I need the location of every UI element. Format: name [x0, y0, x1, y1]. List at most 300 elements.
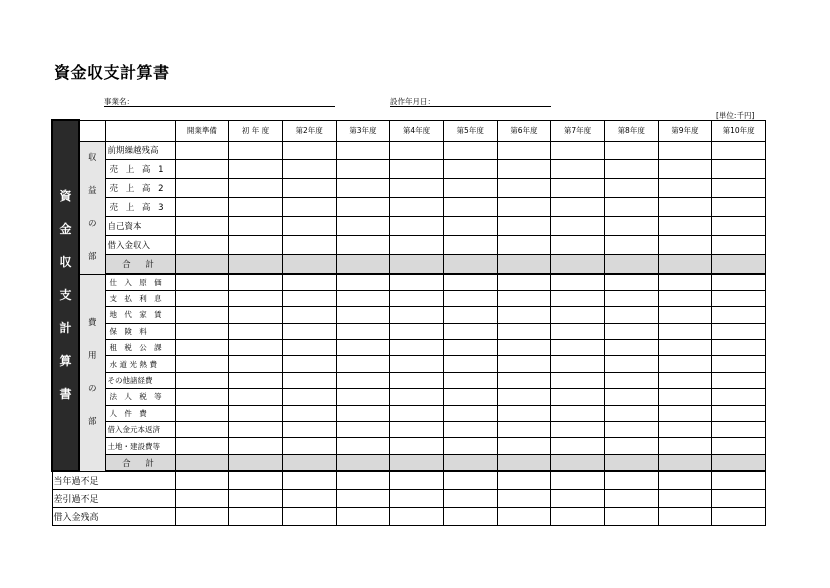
- business-name-field[interactable]: [104, 96, 335, 107]
- value-cell-footer1-10[interactable]: [712, 489, 766, 507]
- income-row: [52, 179, 766, 198]
- value-cell-expense0-0[interactable]: [175, 274, 229, 290]
- value-cell-footer2-6[interactable]: [497, 507, 551, 525]
- value-cell-income0-2[interactable]: [282, 141, 336, 160]
- value-cell-income2-3[interactable]: [336, 179, 390, 198]
- expense-row-label: 土地・建設費等: [105, 438, 175, 454]
- value-cell-expense2-7[interactable]: [551, 307, 605, 323]
- value-cell-income2-7[interactable]: [551, 179, 605, 198]
- value-cell-footer1-9[interactable]: [658, 489, 712, 507]
- value-cell-expense-total-4[interactable]: [390, 454, 444, 471]
- income-row-label: 借入金収入: [105, 236, 175, 255]
- value-cell-expense5-10[interactable]: [712, 356, 766, 372]
- value-cell-income2-2[interactable]: [282, 179, 336, 198]
- value-cell-expense5-0[interactable]: [175, 356, 229, 372]
- value-cell-expense2-9[interactable]: [658, 307, 712, 323]
- value-cell-income2-8[interactable]: [604, 179, 658, 198]
- value-cell-expense9-2[interactable]: [282, 422, 336, 438]
- value-cell-income5-3[interactable]: [336, 236, 390, 255]
- value-cell-expense2-8[interactable]: [604, 307, 658, 323]
- value-cell-expense6-10[interactable]: [712, 372, 766, 388]
- value-cell-footer1-1[interactable]: [229, 489, 283, 507]
- value-cell-expense8-0[interactable]: [175, 405, 229, 421]
- value-cell-expense4-2[interactable]: [282, 340, 336, 356]
- value-cell-expense4-5[interactable]: [443, 340, 497, 356]
- value-cell-expense8-10[interactable]: [712, 405, 766, 421]
- value-cell-expense1-6[interactable]: [497, 290, 551, 306]
- value-cell-expense9-9[interactable]: [658, 422, 712, 438]
- expense-row: [52, 274, 766, 290]
- value-cell-footer2-0[interactable]: [175, 507, 229, 525]
- expense-total-row: [52, 454, 766, 471]
- value-cell-income-total-7[interactable]: [551, 254, 605, 274]
- expense-row-label: 保 険 料: [105, 323, 175, 339]
- value-cell-expense6-9[interactable]: [658, 372, 712, 388]
- value-cell-income2-9[interactable]: [658, 179, 712, 198]
- value-cell-expense10-3[interactable]: [336, 438, 390, 454]
- value-cell-expense9-10[interactable]: [712, 422, 766, 438]
- value-cell-income4-4[interactable]: [390, 217, 444, 236]
- value-cell-expense0-6[interactable]: [497, 274, 551, 290]
- income-row: [52, 198, 766, 217]
- value-cell-income1-5[interactable]: [443, 160, 497, 179]
- value-cell-income3-7[interactable]: [551, 198, 605, 217]
- value-cell-income0-10[interactable]: [712, 141, 766, 160]
- value-cell-expense-total-8[interactable]: [604, 454, 658, 471]
- value-cell-income5-10[interactable]: [712, 236, 766, 255]
- value-cell-expense6-4[interactable]: [390, 372, 444, 388]
- value-cell-expense8-4[interactable]: [390, 405, 444, 421]
- value-cell-expense3-3[interactable]: [336, 323, 390, 339]
- expense-row: [52, 290, 766, 306]
- value-cell-expense9-0[interactable]: [175, 422, 229, 438]
- value-cell-income3-5[interactable]: [443, 198, 497, 217]
- value-cell-expense-total-5[interactable]: [443, 454, 497, 471]
- value-cell-expense-total-0[interactable]: [175, 454, 229, 471]
- expense-row-label: 法 人 税 等: [105, 389, 175, 405]
- value-cell-expense-total-2[interactable]: [282, 454, 336, 471]
- expense-row: [52, 389, 766, 405]
- created-date-field[interactable]: [390, 96, 551, 107]
- value-cell-expense6-6[interactable]: [497, 372, 551, 388]
- value-cell-expense1-3[interactable]: [336, 290, 390, 306]
- value-cell-expense4-10[interactable]: [712, 340, 766, 356]
- value-cell-income5-8[interactable]: [604, 236, 658, 255]
- value-cell-expense10-2[interactable]: [282, 438, 336, 454]
- value-cell-income1-0[interactable]: [175, 160, 229, 179]
- value-cell-footer2-9[interactable]: [658, 507, 712, 525]
- value-cell-footer1-0[interactable]: [175, 489, 229, 507]
- value-cell-income-total-10[interactable]: [712, 254, 766, 274]
- value-cell-income1-10[interactable]: [712, 160, 766, 179]
- value-cell-expense-total-7[interactable]: [551, 454, 605, 471]
- income-total-row: [52, 254, 766, 274]
- value-cell-expense0-5[interactable]: [443, 274, 497, 290]
- value-cell-footer0-6[interactable]: [497, 471, 551, 489]
- value-cell-expense7-8[interactable]: [604, 389, 658, 405]
- value-cell-expense9-3[interactable]: [336, 422, 390, 438]
- value-cell-income2-0[interactable]: [175, 179, 229, 198]
- value-cell-expense10-9[interactable]: [658, 438, 712, 454]
- value-cell-expense3-7[interactable]: [551, 323, 605, 339]
- value-cell-expense2-10[interactable]: [712, 307, 766, 323]
- income-total-label: 合 計: [105, 254, 175, 274]
- value-cell-income4-10[interactable]: [712, 217, 766, 236]
- value-cell-expense8-9[interactable]: [658, 405, 712, 421]
- income-row: [52, 141, 766, 160]
- header-blank-label: [105, 120, 175, 141]
- income-section-label: 収 益 の 部: [79, 141, 105, 274]
- column-header-0: 開業準備: [175, 120, 229, 141]
- column-header-4: 第4年度: [390, 120, 444, 141]
- value-cell-income5-5[interactable]: [443, 236, 497, 255]
- value-cell-expense4-8[interactable]: [604, 340, 658, 356]
- value-cell-expense1-9[interactable]: [658, 290, 712, 306]
- value-cell-footer0-9[interactable]: [658, 471, 712, 489]
- footer-row: [52, 471, 766, 489]
- expense-row-label: 支 払 利 息: [105, 290, 175, 306]
- value-cell-expense2-2[interactable]: [282, 307, 336, 323]
- value-cell-expense1-0[interactable]: [175, 290, 229, 306]
- value-cell-income2-5[interactable]: [443, 179, 497, 198]
- value-cell-expense0-9[interactable]: [658, 274, 712, 290]
- value-cell-expense7-10[interactable]: [712, 389, 766, 405]
- value-cell-expense3-0[interactable]: [175, 323, 229, 339]
- value-cell-footer0-3[interactable]: [336, 471, 390, 489]
- page-title: 資金収支計算書: [54, 63, 170, 82]
- value-cell-income1-9[interactable]: [658, 160, 712, 179]
- value-cell-income5-7[interactable]: [551, 236, 605, 255]
- value-cell-footer0-2[interactable]: [282, 471, 336, 489]
- value-cell-income2-4[interactable]: [390, 179, 444, 198]
- value-cell-footer1-8[interactable]: [604, 489, 658, 507]
- value-cell-expense7-2[interactable]: [282, 389, 336, 405]
- vertical-title: 資 金 収 支 計 算 書: [52, 120, 79, 471]
- value-cell-income1-7[interactable]: [551, 160, 605, 179]
- value-cell-income1-2[interactable]: [282, 160, 336, 179]
- value-cell-expense2-0[interactable]: [175, 307, 229, 323]
- expense-row: [52, 340, 766, 356]
- expense-row-label: 水道光熱費: [105, 356, 175, 372]
- value-cell-expense9-1[interactable]: [229, 422, 283, 438]
- value-cell-expense6-7[interactable]: [551, 372, 605, 388]
- value-cell-expense4-4[interactable]: [390, 340, 444, 356]
- value-cell-footer1-3[interactable]: [336, 489, 390, 507]
- value-cell-expense8-7[interactable]: [551, 405, 605, 421]
- value-cell-expense7-1[interactable]: [229, 389, 283, 405]
- value-cell-expense1-8[interactable]: [604, 290, 658, 306]
- business-name-label: 事業名：: [104, 97, 134, 106]
- value-cell-footer1-6[interactable]: [497, 489, 551, 507]
- value-cell-income3-9[interactable]: [658, 198, 712, 217]
- value-cell-expense1-4[interactable]: [390, 290, 444, 306]
- expense-section-label: 費 用 の 部: [79, 274, 105, 471]
- value-cell-income0-4[interactable]: [390, 141, 444, 160]
- expense-total-label: 合 計: [105, 454, 175, 471]
- value-cell-expense4-0[interactable]: [175, 340, 229, 356]
- value-cell-income1-3[interactable]: [336, 160, 390, 179]
- value-cell-expense3-6[interactable]: [497, 323, 551, 339]
- value-cell-expense7-7[interactable]: [551, 389, 605, 405]
- value-cell-footer0-5[interactable]: [443, 471, 497, 489]
- value-cell-income3-0[interactable]: [175, 198, 229, 217]
- value-cell-income3-6[interactable]: [497, 198, 551, 217]
- value-cell-expense6-5[interactable]: [443, 372, 497, 388]
- value-cell-income-total-0[interactable]: [175, 254, 229, 274]
- value-cell-footer2-8[interactable]: [604, 507, 658, 525]
- value-cell-expense5-6[interactable]: [497, 356, 551, 372]
- value-cell-expense0-4[interactable]: [390, 274, 444, 290]
- value-cell-expense0-10[interactable]: [712, 274, 766, 290]
- value-cell-expense3-4[interactable]: [390, 323, 444, 339]
- value-cell-income-total-5[interactable]: [443, 254, 497, 274]
- value-cell-expense5-5[interactable]: [443, 356, 497, 372]
- value-cell-expense-total-1[interactable]: [229, 454, 283, 471]
- value-cell-expense-total-9[interactable]: [658, 454, 712, 471]
- value-cell-income4-6[interactable]: [497, 217, 551, 236]
- value-cell-expense7-6[interactable]: [497, 389, 551, 405]
- value-cell-income-total-1[interactable]: [229, 254, 283, 274]
- value-cell-income1-6[interactable]: [497, 160, 551, 179]
- value-cell-expense9-5[interactable]: [443, 422, 497, 438]
- value-cell-expense6-2[interactable]: [282, 372, 336, 388]
- value-cell-income0-1[interactable]: [229, 141, 283, 160]
- expense-row: [52, 356, 766, 372]
- value-cell-expense8-5[interactable]: [443, 405, 497, 421]
- value-cell-expense0-8[interactable]: [604, 274, 658, 290]
- income-row: [52, 160, 766, 179]
- value-cell-expense10-8[interactable]: [604, 438, 658, 454]
- unit-label: [単位:千円]: [716, 111, 755, 120]
- value-cell-footer2-5[interactable]: [443, 507, 497, 525]
- value-cell-income-total-9[interactable]: [658, 254, 712, 274]
- value-cell-footer0-4[interactable]: [390, 471, 444, 489]
- value-cell-footer0-1[interactable]: [229, 471, 283, 489]
- value-cell-expense1-2[interactable]: [282, 290, 336, 306]
- value-cell-expense3-2[interactable]: [282, 323, 336, 339]
- value-cell-expense4-3[interactable]: [336, 340, 390, 356]
- value-cell-income1-4[interactable]: [390, 160, 444, 179]
- business-name-underline: [104, 106, 335, 107]
- value-cell-expense2-5[interactable]: [443, 307, 497, 323]
- value-cell-income3-4[interactable]: [390, 198, 444, 217]
- value-cell-income1-8[interactable]: [604, 160, 658, 179]
- column-header-3: 第3年度: [336, 120, 390, 141]
- value-cell-expense0-3[interactable]: [336, 274, 390, 290]
- value-cell-income5-0[interactable]: [175, 236, 229, 255]
- value-cell-expense7-9[interactable]: [658, 389, 712, 405]
- value-cell-expense4-9[interactable]: [658, 340, 712, 356]
- value-cell-expense2-4[interactable]: [390, 307, 444, 323]
- value-cell-income0-5[interactable]: [443, 141, 497, 160]
- value-cell-expense0-2[interactable]: [282, 274, 336, 290]
- value-cell-income-total-3[interactable]: [336, 254, 390, 274]
- value-cell-expense5-8[interactable]: [604, 356, 658, 372]
- value-cell-expense9-8[interactable]: [604, 422, 658, 438]
- value-cell-expense10-1[interactable]: [229, 438, 283, 454]
- header-row: [52, 120, 766, 141]
- value-cell-expense5-2[interactable]: [282, 356, 336, 372]
- value-cell-expense6-3[interactable]: [336, 372, 390, 388]
- value-cell-expense3-1[interactable]: [229, 323, 283, 339]
- value-cell-income0-3[interactable]: [336, 141, 390, 160]
- column-header-7: 第7年度: [551, 120, 605, 141]
- value-cell-income-total-4[interactable]: [390, 254, 444, 274]
- value-cell-income5-1[interactable]: [229, 236, 283, 255]
- expense-row: [52, 438, 766, 454]
- value-cell-income4-2[interactable]: [282, 217, 336, 236]
- income-row-label: 前期繰越残高: [105, 141, 175, 160]
- value-cell-expense0-1[interactable]: [229, 274, 283, 290]
- income-row-label: 売 上 高 3: [105, 198, 175, 217]
- column-header-6: 第6年度: [497, 120, 551, 141]
- value-cell-income0-0[interactable]: [175, 141, 229, 160]
- expense-row: [52, 372, 766, 388]
- value-cell-expense7-3[interactable]: [336, 389, 390, 405]
- expense-row: [52, 323, 766, 339]
- value-cell-expense4-6[interactable]: [497, 340, 551, 356]
- income-row-label: 売 上 高 2: [105, 179, 175, 198]
- column-header-2: 第2年度: [282, 120, 336, 141]
- value-cell-expense5-1[interactable]: [229, 356, 283, 372]
- value-cell-income1-1[interactable]: [229, 160, 283, 179]
- value-cell-expense6-8[interactable]: [604, 372, 658, 388]
- value-cell-footer1-7[interactable]: [551, 489, 605, 507]
- footer-row: [52, 489, 766, 507]
- value-cell-income0-8[interactable]: [604, 141, 658, 160]
- value-cell-footer2-4[interactable]: [390, 507, 444, 525]
- value-cell-expense6-1[interactable]: [229, 372, 283, 388]
- value-cell-expense2-6[interactable]: [497, 307, 551, 323]
- value-cell-income4-0[interactable]: [175, 217, 229, 236]
- value-cell-expense10-5[interactable]: [443, 438, 497, 454]
- value-cell-expense1-5[interactable]: [443, 290, 497, 306]
- value-cell-expense8-6[interactable]: [497, 405, 551, 421]
- value-cell-expense10-0[interactable]: [175, 438, 229, 454]
- value-cell-footer1-4[interactable]: [390, 489, 444, 507]
- value-cell-expense3-9[interactable]: [658, 323, 712, 339]
- value-cell-expense8-8[interactable]: [604, 405, 658, 421]
- value-cell-expense7-5[interactable]: [443, 389, 497, 405]
- value-cell-income5-9[interactable]: [658, 236, 712, 255]
- value-cell-footer2-3[interactable]: [336, 507, 390, 525]
- value-cell-income0-6[interactable]: [497, 141, 551, 160]
- value-cell-expense9-7[interactable]: [551, 422, 605, 438]
- value-cell-expense2-1[interactable]: [229, 307, 283, 323]
- value-cell-income0-9[interactable]: [658, 141, 712, 160]
- income-row-label: 売 上 高 1: [105, 160, 175, 179]
- value-cell-income4-3[interactable]: [336, 217, 390, 236]
- expense-row: [52, 422, 766, 438]
- value-cell-expense9-6[interactable]: [497, 422, 551, 438]
- value-cell-income3-8[interactable]: [604, 198, 658, 217]
- value-cell-footer2-7[interactable]: [551, 507, 605, 525]
- value-cell-expense2-3[interactable]: [336, 307, 390, 323]
- value-cell-expense3-5[interactable]: [443, 323, 497, 339]
- value-cell-expense4-7[interactable]: [551, 340, 605, 356]
- value-cell-income4-5[interactable]: [443, 217, 497, 236]
- value-cell-expense8-1[interactable]: [229, 405, 283, 421]
- value-cell-income3-3[interactable]: [336, 198, 390, 217]
- value-cell-expense-total-3[interactable]: [336, 454, 390, 471]
- expense-row-label: その他諸経費: [105, 372, 175, 388]
- value-cell-expense4-1[interactable]: [229, 340, 283, 356]
- value-cell-income5-6[interactable]: [497, 236, 551, 255]
- value-cell-income4-8[interactable]: [604, 217, 658, 236]
- value-cell-expense8-2[interactable]: [282, 405, 336, 421]
- value-cell-footer1-2[interactable]: [282, 489, 336, 507]
- value-cell-expense7-0[interactable]: [175, 389, 229, 405]
- value-cell-expense1-1[interactable]: [229, 290, 283, 306]
- value-cell-expense5-4[interactable]: [390, 356, 444, 372]
- value-cell-income0-7[interactable]: [551, 141, 605, 160]
- value-cell-expense10-4[interactable]: [390, 438, 444, 454]
- value-cell-expense-total-10[interactable]: [712, 454, 766, 471]
- expense-row-label: 租 税 公 課: [105, 340, 175, 356]
- income-row: [52, 236, 766, 255]
- value-cell-expense10-7[interactable]: [551, 438, 605, 454]
- value-cell-expense10-10[interactable]: [712, 438, 766, 454]
- value-cell-income3-2[interactable]: [282, 198, 336, 217]
- expense-row-label: 借入金元本返済: [105, 422, 175, 438]
- value-cell-footer1-5[interactable]: [443, 489, 497, 507]
- value-cell-income3-10[interactable]: [712, 198, 766, 217]
- value-cell-income4-9[interactable]: [658, 217, 712, 236]
- value-cell-expense8-3[interactable]: [336, 405, 390, 421]
- column-header-10: 第10年度: [712, 120, 766, 141]
- value-cell-footer0-0[interactable]: [175, 471, 229, 489]
- value-cell-income-total-6[interactable]: [497, 254, 551, 274]
- value-cell-footer0-10[interactable]: [712, 471, 766, 489]
- value-cell-income5-2[interactable]: [282, 236, 336, 255]
- expense-row-label: 人 件 費: [105, 405, 175, 421]
- value-cell-footer2-10[interactable]: [712, 507, 766, 525]
- value-cell-footer0-8[interactable]: [604, 471, 658, 489]
- value-cell-income2-6[interactable]: [497, 179, 551, 198]
- value-cell-footer0-7[interactable]: [551, 471, 605, 489]
- value-cell-expense3-10[interactable]: [712, 323, 766, 339]
- value-cell-footer2-2[interactable]: [282, 507, 336, 525]
- value-cell-expense5-3[interactable]: [336, 356, 390, 372]
- value-cell-expense5-9[interactable]: [658, 356, 712, 372]
- value-cell-expense10-6[interactable]: [497, 438, 551, 454]
- column-header-8: 第8年度: [604, 120, 658, 141]
- value-cell-expense6-0[interactable]: [175, 372, 229, 388]
- value-cell-expense0-7[interactable]: [551, 274, 605, 290]
- value-cell-expense7-4[interactable]: [390, 389, 444, 405]
- value-cell-income2-1[interactable]: [229, 179, 283, 198]
- value-cell-income5-4[interactable]: [390, 236, 444, 255]
- column-header-1: 初 年 度: [229, 120, 283, 141]
- footer-row: [52, 507, 766, 525]
- value-cell-income-total-8[interactable]: [604, 254, 658, 274]
- value-cell-expense1-10[interactable]: [712, 290, 766, 306]
- value-cell-income4-1[interactable]: [229, 217, 283, 236]
- value-cell-income-total-2[interactable]: [282, 254, 336, 274]
- value-cell-expense3-8[interactable]: [604, 323, 658, 339]
- value-cell-footer2-1[interactable]: [229, 507, 283, 525]
- value-cell-expense1-7[interactable]: [551, 290, 605, 306]
- footer-row-label: 差引過不足: [52, 489, 175, 507]
- value-cell-expense9-4[interactable]: [390, 422, 444, 438]
- value-cell-income4-7[interactable]: [551, 217, 605, 236]
- value-cell-income2-10[interactable]: [712, 179, 766, 198]
- value-cell-expense-total-6[interactable]: [497, 454, 551, 471]
- value-cell-income3-1[interactable]: [229, 198, 283, 217]
- footer-row-label: 借入金残高: [52, 507, 175, 525]
- expense-row-label: 地 代 家 賃: [105, 307, 175, 323]
- value-cell-expense5-7[interactable]: [551, 356, 605, 372]
